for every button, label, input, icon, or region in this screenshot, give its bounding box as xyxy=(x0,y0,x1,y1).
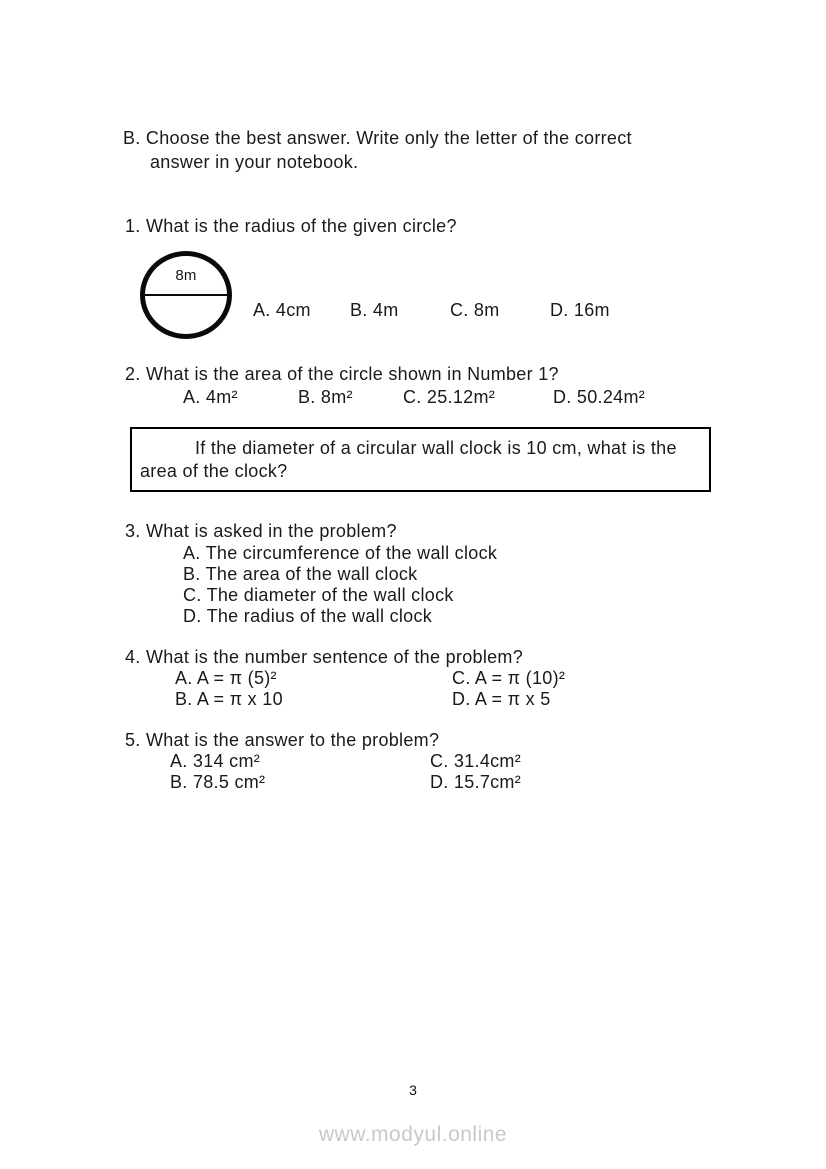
question-1-options xyxy=(253,300,673,322)
option-2d: D. 50.24m² xyxy=(553,387,646,407)
option-4a: A. A = π (5)² xyxy=(175,668,277,688)
question-3-options xyxy=(183,543,497,627)
option-4d: D. A = π x 5 xyxy=(452,689,551,709)
question-1-number: 1. xyxy=(125,216,141,236)
option-5d: D. 15.7cm² xyxy=(430,772,522,792)
question-5 xyxy=(125,730,439,751)
question-5-options xyxy=(170,751,521,793)
watermark-text: www.modyul.online xyxy=(318,1123,508,1146)
question-2-number: 2. xyxy=(125,364,141,384)
option-3c: C. The diameter of the wall clock xyxy=(183,585,454,605)
option-1c: C. 8m xyxy=(450,300,500,320)
question-2-options xyxy=(183,387,723,409)
page-number: 3 xyxy=(409,1082,417,1098)
question-4 xyxy=(125,647,523,668)
option-5b: B. 78.5 cm² xyxy=(170,772,266,792)
question-4-options xyxy=(175,668,565,710)
diameter-line xyxy=(145,294,227,296)
question-2-text: What is the area of the circle shown in Number 1? xyxy=(145,364,559,384)
option-3d: D. The radius of the wall clock xyxy=(183,606,433,626)
instruction xyxy=(123,126,695,174)
problem-box-text: If the diameter of a circular wall clock is 10 cm, what is the area of the clock? xyxy=(140,438,677,481)
option-1d: D. 16m xyxy=(550,300,610,320)
question-1-text: What is the radius of the given circle? xyxy=(145,216,457,236)
problem-box xyxy=(130,427,711,492)
question-2 xyxy=(125,364,559,385)
figure-label: 8m xyxy=(175,267,197,284)
instruction-label: B. xyxy=(123,128,141,148)
option-4b: B. A = π x 10 xyxy=(175,689,283,709)
option-2b: B. 8m² xyxy=(298,387,353,407)
circle-figure xyxy=(140,251,232,339)
option-2a: A. 4m² xyxy=(183,387,238,407)
option-4c: C. A = π (10)² xyxy=(452,668,566,688)
question-5-text: What is the answer to the problem? xyxy=(145,730,440,750)
option-1a: A. 4cm xyxy=(253,300,311,320)
option-5a: A. 314 cm² xyxy=(170,751,261,771)
option-3b: B. The area of the wall clock xyxy=(183,564,418,584)
question-4-text: What is the number sentence of the problem? xyxy=(145,647,524,667)
question-1 xyxy=(125,216,457,237)
question-3-text: What is asked in the problem? xyxy=(145,521,397,541)
option-3a: A. The circumference of the wall clock xyxy=(183,543,498,563)
question-3-number: 3. xyxy=(125,521,141,541)
option-1b: B. 4m xyxy=(350,300,399,320)
question-3 xyxy=(125,521,397,542)
question-4-number: 4. xyxy=(125,647,141,667)
option-5c: C. 31.4cm² xyxy=(430,751,522,771)
option-2c: C. 25.12m² xyxy=(403,387,496,407)
question-5-number: 5. xyxy=(125,730,141,750)
instruction-text: Choose the best answer. Write only the letter of the correct answer in your notebook. xyxy=(145,128,632,172)
